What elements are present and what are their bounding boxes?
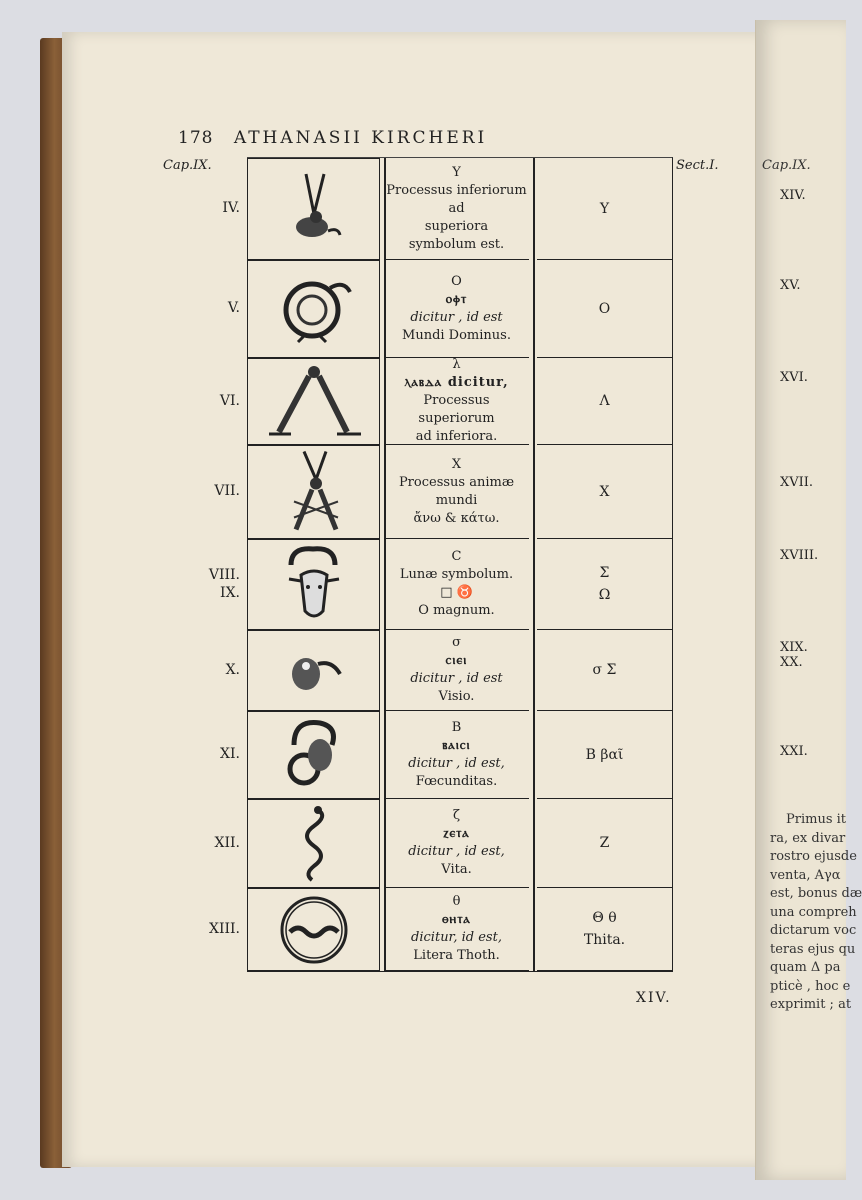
- right-page-numeral: XV.: [780, 278, 801, 293]
- chapter-marker: Cap.IX.: [163, 158, 212, 173]
- description-line: Χ: [451, 456, 462, 472]
- table-row: [247, 799, 672, 888]
- bull-head-crescent-icon: [247, 539, 380, 630]
- right-page-text-line: exprimit ; at: [770, 997, 852, 1012]
- description-line: ζ: [452, 808, 461, 823]
- description-cell: [384, 539, 529, 630]
- ibis-head-icon: [247, 630, 380, 711]
- description-line: ἄνω & κάτω.: [413, 510, 500, 526]
- right-page-numeral: XVII.: [780, 475, 814, 490]
- running-title: ATHANASII KIRCHERI: [233, 128, 488, 148]
- column-divider: [533, 630, 535, 711]
- crossed-legs-bird-icon: [247, 445, 380, 539]
- description-line: σ: [452, 635, 461, 650]
- description-cell: [384, 445, 529, 539]
- greek-letter: Ζ: [599, 835, 610, 851]
- column-divider: [533, 799, 535, 888]
- letter-cell: [537, 158, 672, 260]
- column-divider: [533, 888, 535, 971]
- column-divider: [533, 445, 535, 539]
- right-page-numeral: XIV.: [780, 188, 806, 203]
- table-row: [247, 445, 672, 539]
- right-page-text-line: una compreh: [770, 904, 857, 920]
- right-page-numeral: XXI.: [780, 744, 808, 759]
- greek-letter: Χ: [599, 483, 610, 500]
- description-line: ⲗⲁⲃⲇⲁ dicitur,: [404, 375, 509, 390]
- right-page-numeral: XVI.: [780, 370, 808, 385]
- letter-cell: [537, 799, 672, 888]
- table-row: [247, 888, 672, 971]
- ram-head-icon: [247, 711, 380, 799]
- description-line: Processus inferiorum ad: [386, 182, 527, 216]
- greek-letter: Ω: [598, 587, 611, 603]
- row-numeral: VI.: [219, 392, 240, 409]
- letter-cell: [537, 630, 672, 711]
- description-line: Processus animæ mundi: [398, 474, 515, 508]
- right-page-text-line: dictarum voc: [770, 923, 857, 938]
- table-row: [247, 630, 672, 711]
- description-line: C: [451, 549, 462, 564]
- right-page-text-line: teras ejus qu: [770, 941, 856, 957]
- column-divider: [533, 260, 535, 358]
- letter-cell: [537, 888, 672, 971]
- description-cell: [384, 358, 529, 445]
- description-line: Visio.: [438, 689, 475, 704]
- description-line: Vita.: [441, 862, 472, 877]
- description-line: dicitur , id est,: [408, 844, 505, 859]
- greek-letter: Σ: [599, 565, 610, 581]
- description-line: ad inferiora.: [415, 429, 498, 444]
- description-line: ⲟⲫⲧ: [445, 291, 468, 307]
- description-line: Litera Thoth.: [413, 948, 500, 963]
- running-header: [178, 128, 487, 148]
- greek-letter: Λ: [599, 393, 610, 409]
- description-line: ⲑⲏⲧⲁ: [442, 912, 471, 927]
- description-line: ⲃⲁⲓⲥⲓ: [442, 737, 471, 753]
- row-numeral: VIII. IX.: [208, 566, 240, 601]
- row-numeral: XI.: [220, 746, 240, 762]
- description-line: Processus superiorum: [418, 393, 495, 426]
- description-line: ⲍⲉⲧⲁ: [443, 826, 470, 841]
- column-divider: [533, 158, 535, 260]
- description-cell: [384, 799, 529, 888]
- catchword: XIV.: [636, 990, 672, 1006]
- row-numeral: VII.: [214, 483, 240, 499]
- column-divider: [533, 539, 535, 630]
- right-page-numeral: XVIII.: [780, 548, 819, 563]
- upright-serpent-icon: [247, 799, 380, 888]
- table-row: [247, 711, 672, 799]
- table-row: [247, 358, 672, 445]
- description-line: Mundi Dominus.: [402, 327, 511, 343]
- description-line: dicitur , id est,: [408, 755, 505, 771]
- right-page-text-line: quam Δ pa: [770, 960, 841, 975]
- letter-cell: [537, 260, 672, 358]
- letter-cell: [537, 711, 672, 799]
- description-line: ⲥⲓⲉⲓ: [445, 653, 468, 668]
- row-numeral: V.: [227, 300, 240, 316]
- description-line: dicitur , id est: [410, 671, 503, 686]
- letter-cell: [537, 358, 672, 445]
- column-divider: [533, 358, 535, 445]
- description-line: □ ♉: [440, 585, 473, 600]
- description-line: Fœcunditas.: [415, 773, 498, 789]
- greek-letter: Υ: [599, 200, 610, 217]
- description-cell: [384, 260, 529, 358]
- row-numeral: XIII.: [208, 920, 240, 937]
- letter-cell: [537, 539, 672, 630]
- column-divider: [533, 711, 535, 799]
- bird-legs-spread-icon: [247, 358, 380, 445]
- description-line: Lunæ symbolum.: [399, 567, 514, 582]
- section-marker: Sect.I.: [676, 158, 719, 173]
- greek-letter: Thita.: [583, 932, 626, 948]
- description-line: dicitur , id est: [410, 309, 503, 325]
- description-cell: [384, 158, 529, 260]
- right-page-text-line: est, bonus dæ: [770, 886, 862, 901]
- greek-letter: σ Σ: [592, 662, 617, 678]
- description-line: superiora: [424, 218, 489, 234]
- description-line: O magnum.: [418, 603, 495, 618]
- row-numeral: X.: [225, 661, 240, 678]
- description-line: Ο: [451, 273, 462, 289]
- description-cell: [384, 888, 529, 971]
- greek-letter: Ο: [598, 300, 611, 317]
- right-page-text-line: rostro ejusde: [770, 849, 857, 864]
- greek-letter: Θ θ: [592, 910, 617, 926]
- description-line: Β: [451, 719, 462, 735]
- description-line: λ: [452, 357, 461, 372]
- letter-cell: [537, 445, 672, 539]
- description-cell: [384, 711, 529, 799]
- right-page-text-line: pticè , hoc e: [770, 978, 851, 994]
- bird-with-scissors-beak-icon: [247, 158, 380, 260]
- right-page-text-line: Primus it: [786, 812, 847, 827]
- right-page-numeral: XIX. XX.: [780, 640, 808, 670]
- page-number: 178: [178, 128, 214, 148]
- coiled-serpent-bird-icon: [247, 260, 380, 358]
- description-cell: [384, 630, 529, 711]
- row-numeral: IV.: [222, 200, 240, 216]
- description-line: θ: [452, 894, 461, 909]
- table-row: [247, 158, 672, 260]
- row-numeral: XII.: [214, 834, 240, 851]
- symbol-table: [247, 157, 673, 972]
- greek-letter: Β βαῖ: [585, 746, 624, 763]
- description-line: dicitur, id est,: [411, 930, 502, 945]
- serpent-in-circle-icon: [247, 888, 380, 971]
- right-page-chapter-marker: Cap.IX.: [762, 158, 811, 173]
- description-line: symbolum est.: [408, 236, 505, 252]
- table-row: [247, 539, 672, 630]
- description-line: Υ: [452, 164, 461, 180]
- table-row: [247, 260, 672, 358]
- right-page-text-line: venta, Αγα: [770, 867, 841, 883]
- right-page-text-line: ra, ex divar: [770, 830, 846, 846]
